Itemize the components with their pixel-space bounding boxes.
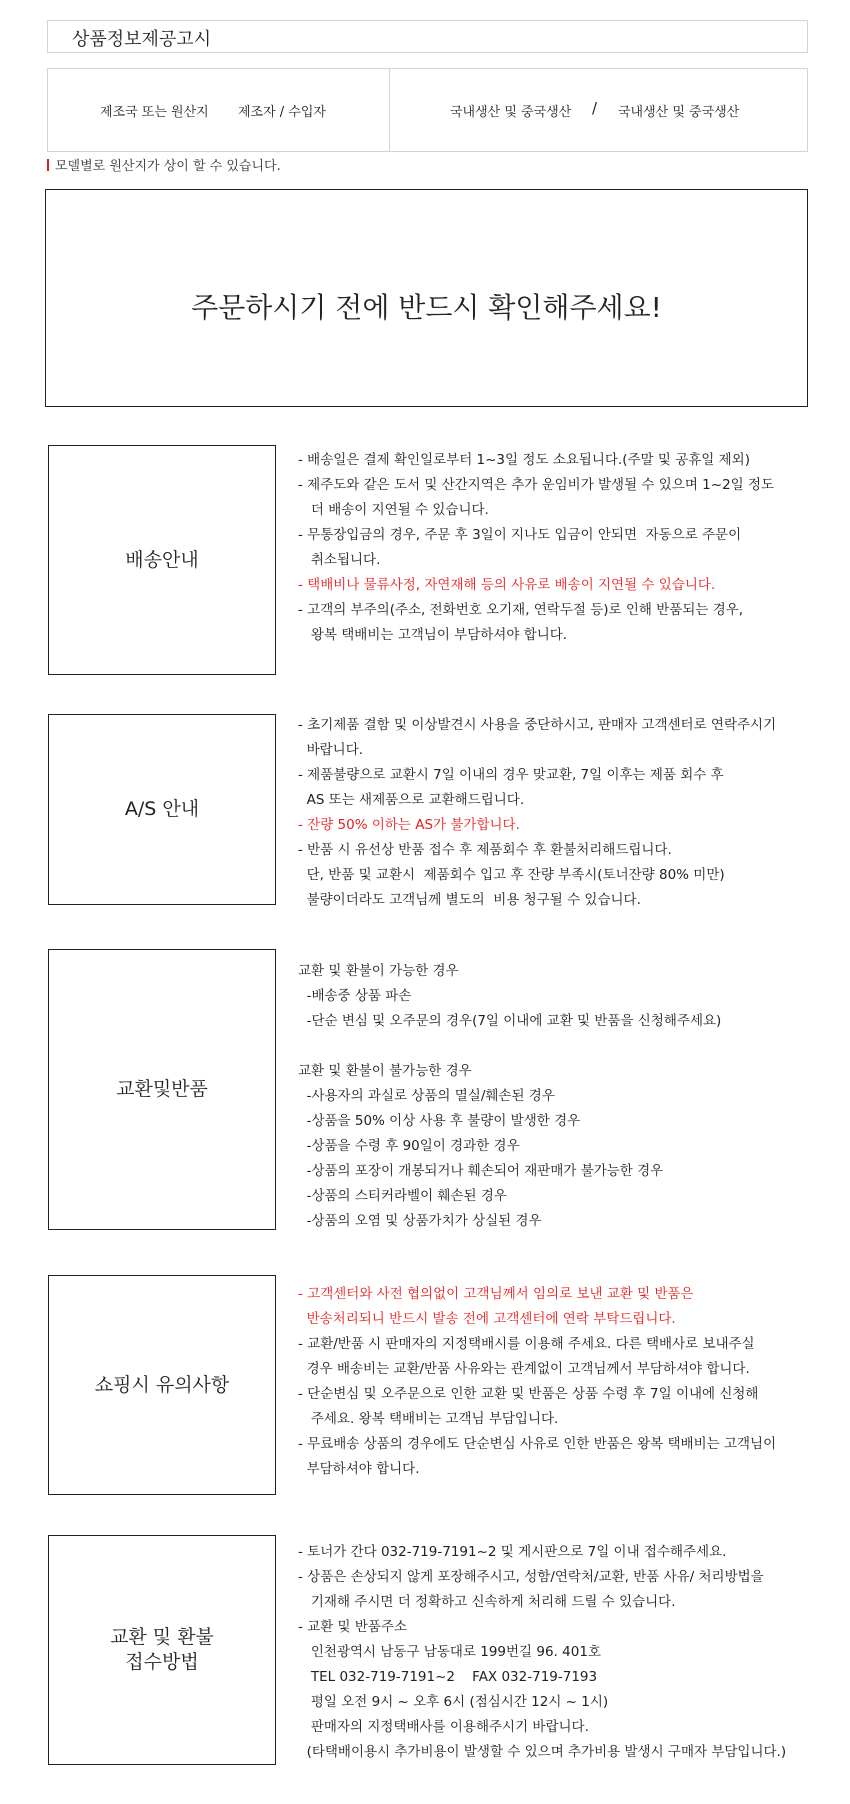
title-box [47, 20, 808, 53]
shipping-section-body [298, 448, 838, 648]
shipping-line: 취소됩니다. [298, 552, 381, 568]
origin-label: 제조국 또는 원산지 [100, 105, 209, 120]
origin-note-text: 모델별로 원산지가 상이 할 수 있습니다. [55, 159, 281, 174]
return-phone: TEL 032-719-7191~2 FAX 032-719-7193 [298, 1669, 598, 1685]
as-line: 불량이더라도 고객님께 별도의 비용 청구될 수 있습니다. [298, 892, 641, 908]
shopping-line: - 무료배송 상품의 경우에도 단순변심 사유로 인한 반품은 왕복 택배비는 고객님이 [298, 1436, 777, 1452]
return-line: - 교환 및 반품주소 [298, 1619, 408, 1635]
shipping-label-text: 배송안내 [125, 548, 199, 571]
shipping-line: 왕복 택배비는 고객님이 부담하셔야 합니다. [298, 627, 568, 643]
return-line: 판매자의 지정택배사를 이용해주시기 바랍니다. [298, 1719, 589, 1735]
exchange-line: -상품의 스티커라벨이 훼손된 경우 [298, 1188, 507, 1204]
exchange-line: -상품의 포장이 개봉되거나 훼손되어 재판매가 불가능한 경우 [298, 1163, 664, 1179]
as-section-label [48, 714, 276, 905]
as-label-text: A/S 안내 [124, 798, 200, 821]
return-hours: 평일 오전 9시 ~ 오후 6시 (점심시간 12시 ~ 1시) [298, 1694, 609, 1710]
note-accent-bar [47, 159, 49, 171]
return-method-label-line1: 교환 및 환불 [110, 1626, 214, 1649]
shipping-line: - 고객의 부주의(주소, 전화번호 오기재, 연락두절 등)로 인해 반품되는 경우, [298, 602, 744, 618]
shopping-line: 주세요. 왕복 택배비는 고객님 부담입니다. [298, 1411, 559, 1427]
exchange-line: -사용자의 과실로 상품의 멸실/훼손된 경우 [298, 1088, 555, 1104]
exchange-section-label [48, 949, 276, 1230]
exchange-line: -상품의 오염 및 상품가치가 상실된 경우 [298, 1213, 542, 1229]
exchange-label-text: 교환및반품 [116, 1078, 208, 1101]
shopping-line: - 단순변심 및 오주문으로 인한 교환 및 반품은 상품 수령 후 7일 이내에 신청해 [298, 1386, 759, 1402]
exchange-line: -상품을 수령 후 90일이 경과한 경우 [298, 1138, 520, 1154]
notice-banner [45, 189, 808, 407]
shopping-section-label [48, 1275, 276, 1495]
return-method-label-line2: 접수방법 [125, 1651, 199, 1673]
origin-separator: / [592, 99, 598, 117]
return-line: (타택배이용시 추가비용이 발생할 수 있으며 추가비용 발생시 구매자 부담입니다.) [298, 1744, 787, 1760]
exchange-line: -상품을 50% 이상 사용 후 불량이 발생한 경우 [298, 1113, 581, 1129]
shopping-line-warning: 반송처리되니 반드시 발송 전에 고객센터에 연락 부탁드립니다. [298, 1311, 676, 1327]
origin-info-box [47, 68, 808, 152]
return-line: 기재해 주시면 더 정확하고 신속하게 처리해 드릴 수 있습니다. [298, 1594, 676, 1610]
maker-label: 제조자 / 수입자 [238, 105, 326, 120]
shopping-line: - 교환/반품 시 판매자의 지정택배시를 이용해 주세요. 다른 택배사로 보내주실 [298, 1336, 755, 1352]
return-line: - 토너가 간다 032-719-7191~2 및 게시판으로 7일 이내 접수해주세요. [298, 1544, 727, 1560]
origin-note [47, 155, 847, 177]
origin-divider [389, 69, 390, 151]
notice-banner-text: 주문하시기 전에 반드시 확인해주세요! [191, 291, 662, 324]
return-address: 인천광역시 남동구 남동대로 199번길 96. 401호 [298, 1644, 601, 1660]
origin-value: 국내생산 및 중국생산 [450, 105, 572, 120]
return-method-section-label [48, 1535, 276, 1765]
return-line: - 상품은 손상되지 않게 포장해주시고, 성함/연락처/교환, 반품 사유/ 처리방법을 [298, 1569, 764, 1585]
shopping-section-body [298, 1282, 843, 1482]
as-line: - 초기제품 결함 및 이상발견시 사용을 중단하시고, 판매자 고객센터로 연락주시기 [298, 717, 777, 733]
exchange-line: -단순 변심 및 오주문의 경우(7일 이내에 교환 및 반품을 신청해주세요) [298, 1013, 722, 1029]
shopping-line-warning: - 고객센터와 사전 협의없이 고객님께서 임의로 보낸 교환 및 반품은 [298, 1286, 694, 1302]
as-line: 바랍니다. [298, 742, 364, 758]
exchange-line-blank [298, 1034, 838, 1059]
as-line: AS 또는 새제품으로 교환해드립니다. [298, 792, 525, 808]
shipping-line: - 배송일은 결제 확인일로부터 1~3일 정도 소요됩니다.(주말 및 공휴일 제외) [298, 452, 750, 468]
shipping-line: - 무통장입금의 경우, 주문 후 3일이 지나도 입금이 안되면 자동으로 주문이 [298, 527, 742, 543]
maker-value: 국내생산 및 중국생산 [618, 105, 740, 120]
as-line-warning: - 잔량 50% 이하는 AS가 불가합니다. [298, 817, 520, 833]
as-line: - 제품불량으로 교환시 7일 이내의 경우 맞교환, 7일 이후는 제품 회수 후 [298, 767, 724, 783]
shipping-line-warning: - 택배비나 물류사정, 자연재해 등의 사유로 배송이 지연될 수 있습니다. [298, 577, 716, 593]
shopping-line: 경우 배송비는 교환/반품 사유와는 관계없이 고객님께서 부담하셔야 합니다. [298, 1361, 750, 1377]
shipping-section-label [48, 445, 276, 675]
as-line: 단, 반품 및 교환시 제품회수 입고 후 잔량 부족시(토너잔량 80% 미만) [298, 867, 725, 883]
return-method-section-body [298, 1540, 843, 1765]
as-section-body [298, 713, 838, 913]
shopping-label-text: 쇼핑시 유의사항 [94, 1373, 230, 1396]
exchange-line: 교환 및 환불이 가능한 경우 [298, 963, 459, 979]
shipping-line: - 제주도와 같은 도서 및 산간지역은 추가 운임비가 발생될 수 있으며 1~2일 정도 [298, 477, 775, 493]
exchange-line: 교환 및 환불이 불가능한 경우 [298, 1063, 472, 1079]
shipping-line: 더 배송이 지연될 수 있습니다. [298, 502, 489, 518]
page-title: 상품정보제공고시 [72, 29, 212, 50]
as-line: - 반품 시 유선상 반품 접수 후 제품회수 후 환불처리해드립니다. [298, 842, 672, 858]
exchange-line: -배송중 상품 파손 [298, 988, 412, 1004]
exchange-section-body [298, 959, 838, 1234]
shopping-line: 부담하셔야 합니다. [298, 1461, 420, 1477]
